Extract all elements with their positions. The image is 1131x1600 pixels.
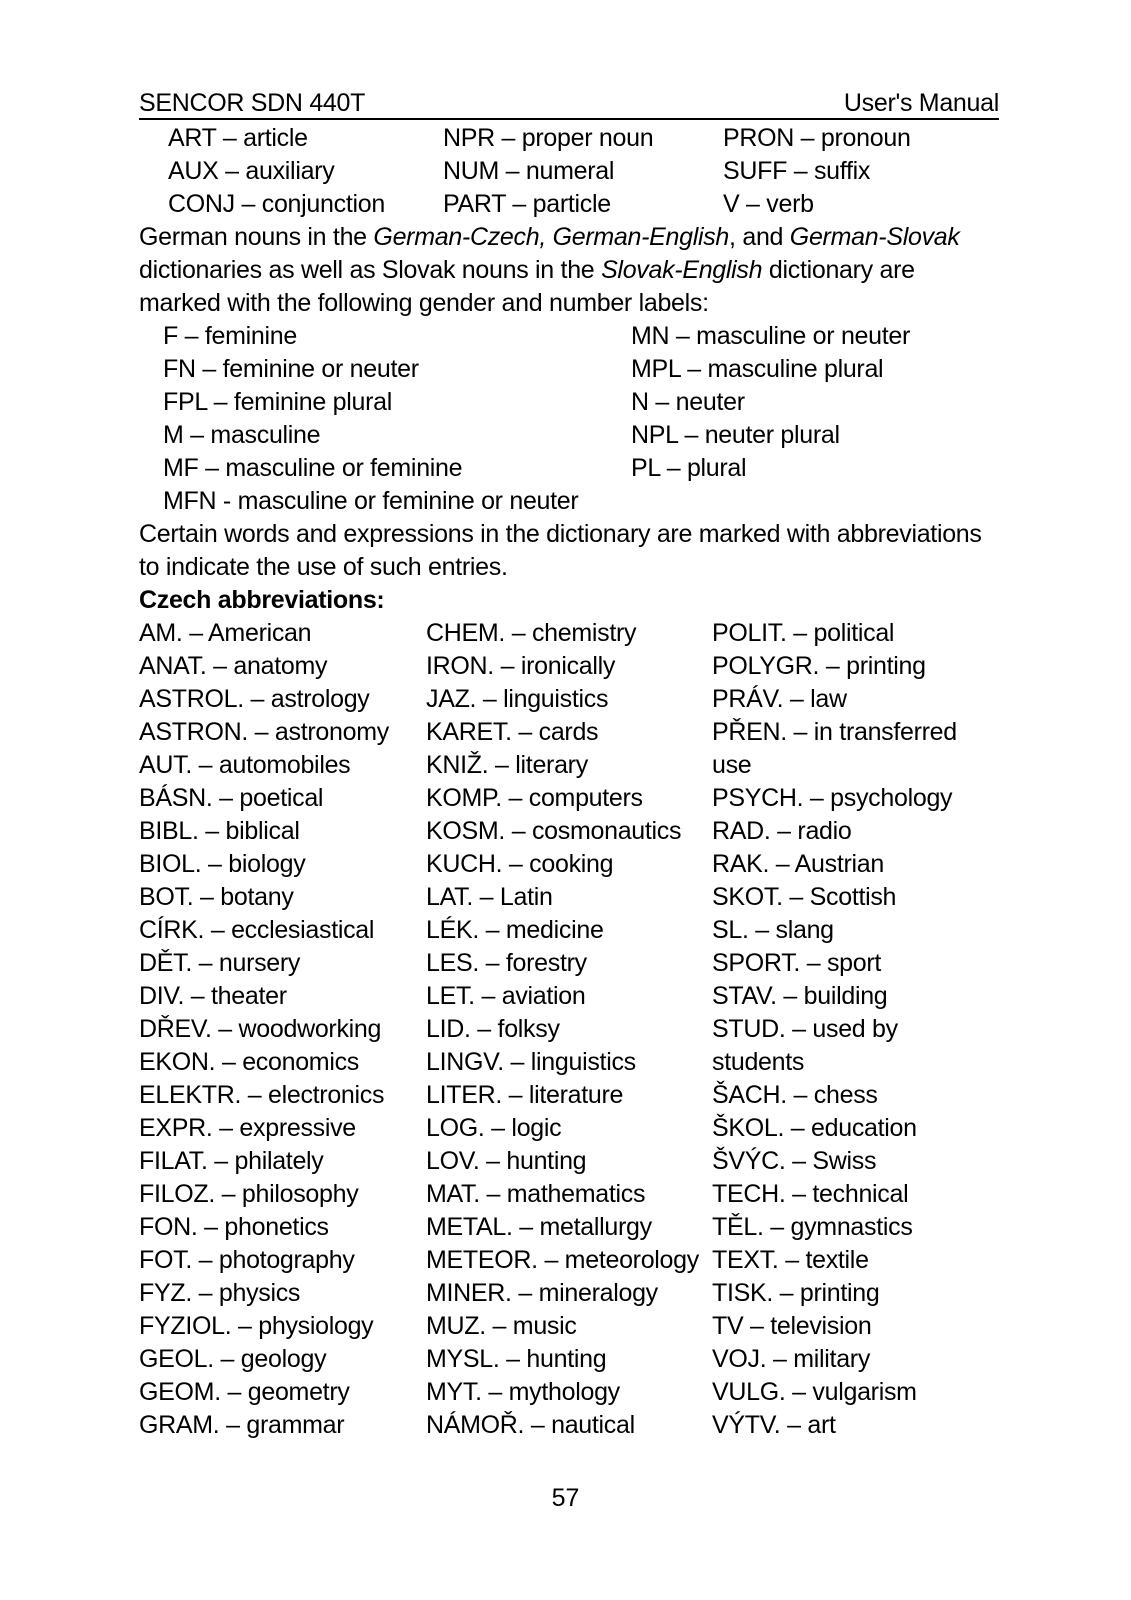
czech-abbreviation: PSYCH. – psychology [712, 784, 953, 812]
czech-abbreviation: RAD. – radio [712, 817, 852, 845]
czech-abbreviation: METAL. – metallurgy [426, 1213, 652, 1241]
usage-intro-paragraph: Certain words and expressions in the dictionary are marked with abbreviations to indicate the use of such entries. [139, 520, 982, 581]
czech-abbreviation: KARET. – cards [426, 718, 599, 746]
gender-abbreviation: MPL – masculine plural [631, 355, 884, 383]
gender-abbreviation: FPL – feminine plural [163, 388, 393, 416]
czech-abbreviation: ASTROL. – astrology [139, 685, 370, 713]
czech-abbreviation: LET. – aviation [426, 982, 586, 1010]
czech-abbreviation: FON. – phonetics [139, 1213, 329, 1241]
czech-abbreviation: GEOL. – geology [139, 1345, 327, 1373]
czech-abbreviation: BOT. – botany [139, 883, 294, 911]
czech-abbreviation: GRAM. – grammar [139, 1411, 345, 1439]
czech-abbreviation: TECH. – technical [712, 1180, 909, 1208]
czech-abbreviation: EKON. – economics [139, 1048, 359, 1076]
pos-abbreviation: NPR – proper noun [443, 124, 654, 152]
czech-abbreviation: ŠKOL. – education [712, 1114, 917, 1142]
czech-abbreviation: LOV. – hunting [426, 1147, 587, 1175]
page-header [139, 82, 999, 120]
czech-abbreviation: LID. – folksy [426, 1015, 560, 1043]
page-number: 57 [551, 1484, 580, 1512]
czech-abbreviation: METEOR. – meteorology [426, 1246, 699, 1274]
czech-abbreviation: FILOZ. – philosophy [139, 1180, 359, 1208]
header-product: SENCOR SDN 440T [139, 89, 366, 117]
manual-page [139, 82, 999, 1442]
czech-abbreviations-title: Czech abbreviations: [139, 586, 385, 614]
gender-abbreviation: N – neuter [631, 388, 745, 416]
czech-abbreviation: MINER. – mineralogy [426, 1279, 658, 1307]
czech-abbreviation: SL. – slang [712, 916, 834, 944]
czech-abbreviation: FILAT. – philately [139, 1147, 324, 1175]
czech-abbreviation: MYSL. – hunting [426, 1345, 607, 1373]
czech-abbreviation: KOMP. – computers [426, 784, 643, 812]
czech-abbreviation-list [139, 617, 999, 1442]
czech-abbreviation: TV – television [712, 1312, 872, 1340]
czech-abbreviation: IRON. – ironically [426, 652, 616, 680]
pos-abbreviation: SUFF – suffix [723, 157, 871, 185]
czech-abbreviation: STUD. – used by [712, 1015, 898, 1043]
czech-abbreviation: ELEKTR. – electronics [139, 1081, 385, 1109]
czech-abbreviation: CHEM. – chemistry [426, 619, 637, 647]
intro-italic: German-Slovak [789, 223, 960, 251]
czech-abbreviation: DŘEV. – woodworking [139, 1015, 382, 1043]
czech-abbreviation: LINGV. – linguistics [426, 1048, 636, 1076]
czech-abbreviation: BIOL. – biology [139, 850, 306, 878]
czech-abbreviation: LAT. – Latin [426, 883, 553, 911]
pos-abbreviation: CONJ – conjunction [168, 190, 385, 218]
czech-abbreviation: VÝTV. – art [712, 1411, 836, 1439]
czech-abbreviation: TĚL. – gymnastics [712, 1213, 913, 1241]
czech-abbreviation: use [712, 751, 752, 779]
czech-abbreviation: PŘEN. – in transferred [712, 718, 957, 746]
czech-abbreviation: ASTRON. – astronomy [139, 718, 389, 746]
czech-abbreviation: CÍRK. – ecclesiastical [139, 916, 375, 944]
intro-text: dictionaries as well as Slovak nouns in the [139, 256, 602, 284]
gender-abbreviation: NPL – neuter plural [631, 421, 840, 449]
czech-abbreviation: BIBL. – biblical [139, 817, 300, 845]
gender-abbreviation: FN – feminine or neuter [163, 355, 419, 383]
pos-abbreviation: AUX – auxiliary [168, 157, 335, 185]
czech-abbreviation: EXPR. – expressive [139, 1114, 356, 1142]
intro-italic: German-Czech, German-English [373, 223, 730, 251]
pos-abbreviation: PRON – pronoun [723, 124, 911, 152]
czech-abbreviation: NÁMOŘ. – nautical [426, 1411, 635, 1439]
intro-text: , and [729, 223, 790, 251]
czech-abbreviation: POLIT. – political [712, 619, 895, 647]
czech-abbreviation: LES. – forestry [426, 949, 587, 977]
czech-abbreviation: STAV. – building [712, 982, 888, 1010]
czech-abbreviation: BÁSN. – poetical [139, 784, 324, 812]
czech-abbreviation: RAK. – Austrian [712, 850, 884, 878]
czech-abbreviation: ŠVÝC. – Swiss [712, 1147, 877, 1175]
intro-italic: Slovak-English [601, 256, 763, 284]
pos-abbreviation: PART – particle [443, 190, 611, 218]
czech-abbreviation: students [712, 1048, 805, 1076]
czech-abbreviation: AUT. – automobiles [139, 751, 351, 779]
gender-abbreviation: PL – plural [631, 454, 747, 482]
czech-abbreviation: PRÁV. – law [712, 685, 847, 713]
czech-abbreviation: KOSM. – cosmonautics [426, 817, 682, 845]
czech-abbreviation: ŠACH. – chess [712, 1081, 878, 1109]
gender-intro-paragraph [139, 221, 999, 320]
czech-abbreviation: KUCH. – cooking [426, 850, 614, 878]
czech-abbreviation: LOG. – logic [426, 1114, 562, 1142]
czech-abbreviation: MYT. – mythology [426, 1378, 620, 1406]
czech-abbreviation: DIV. – theater [139, 982, 287, 1010]
czech-abbreviation: MAT. – mathematics [426, 1180, 646, 1208]
intro-text: German nouns in the [139, 223, 374, 251]
czech-abbreviation: TISK. – printing [712, 1279, 880, 1307]
czech-abbreviation: FYZIOL. – physiology [139, 1312, 374, 1340]
czech-abbreviation: TEXT. – textile [712, 1246, 869, 1274]
gender-abbreviation: MF – masculine or feminine [163, 454, 463, 482]
czech-abbreviation: POLYGR. – printing [712, 652, 926, 680]
czech-abbreviation: AM. – American [139, 619, 312, 647]
czech-abbreviation: VOJ. – military [712, 1345, 871, 1373]
czech-abbreviation: MUZ. – music [426, 1312, 577, 1340]
gender-label-mfn: MFN - masculine or feminine or neuter [163, 487, 579, 515]
gender-abbreviation: M – masculine [163, 421, 321, 449]
czech-abbreviation: JAZ. – linguistics [426, 685, 609, 713]
czech-abbreviation: LÉK. – medicine [426, 916, 604, 944]
gender-label-list [139, 320, 999, 485]
header-manual-title: User's Manual [843, 89, 999, 117]
intro-text: dictionary are marked with the following gender and number labels: [139, 256, 915, 317]
czech-abbreviation: GEOM. – geometry [139, 1378, 350, 1406]
czech-abbreviation: FOT. – photography [139, 1246, 355, 1274]
pos-abbreviation: ART – article [168, 124, 308, 152]
gender-abbreviation: F – feminine [163, 322, 297, 350]
part-of-speech-list [139, 122, 999, 221]
czech-abbreviation: FYZ. – physics [139, 1279, 301, 1307]
czech-abbreviation: VULG. – vulgarism [712, 1378, 917, 1406]
pos-abbreviation: NUM – numeral [443, 157, 615, 185]
czech-abbreviation: SPORT. – sport [712, 949, 882, 977]
czech-abbreviation: LITER. – literature [426, 1081, 624, 1109]
pos-abbreviation: V – verb [723, 190, 814, 218]
czech-abbreviation: DĚT. – nursery [139, 949, 301, 977]
czech-abbreviation: KNIŽ. – literary [426, 751, 588, 779]
czech-abbreviation: SKOT. – Scottish [712, 883, 897, 911]
czech-abbreviation: ANAT. – anatomy [139, 652, 328, 680]
gender-abbreviation: MN – masculine or neuter [631, 322, 911, 350]
